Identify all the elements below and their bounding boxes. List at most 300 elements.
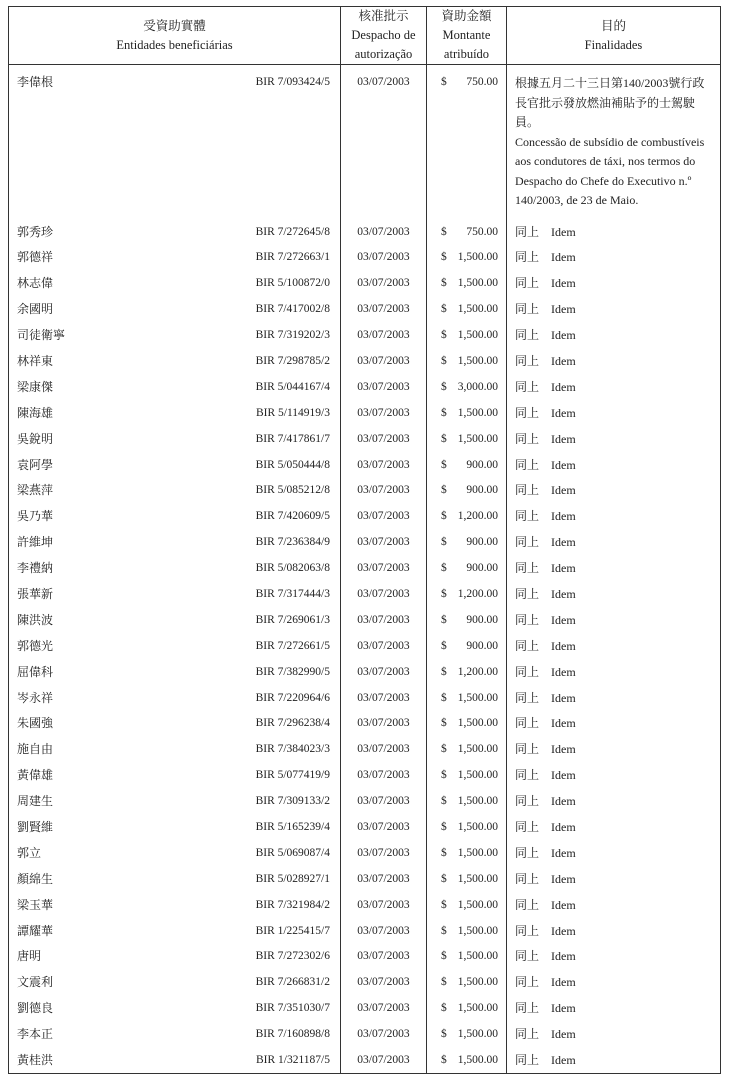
currency-symbol: $ [441, 76, 447, 88]
beneficiary-name: 黃桂洪 [17, 1053, 54, 1067]
purpose-cell [507, 762, 721, 788]
date-cell [341, 581, 427, 607]
header-amount-pt-2: atribuído [443, 47, 490, 61]
purpose-cell [507, 607, 721, 633]
table-row [9, 452, 721, 478]
bir-number: BIR 7/317444/3 [255, 587, 330, 600]
bir-number: BIR 7/272302/6 [255, 950, 330, 963]
date-cell [341, 892, 427, 918]
amount-cell [427, 633, 507, 659]
idem-pt: Idem [551, 612, 576, 627]
idem-zh: 同上 [515, 509, 540, 524]
table-row [9, 710, 721, 736]
amount-value: 3,000.00 [457, 380, 498, 393]
idem-pt: Idem [551, 794, 576, 809]
amount-value: 900.00 [466, 458, 498, 471]
authorization-date: 03/07/2003 [357, 898, 410, 911]
idem-pt: Idem [551, 949, 576, 964]
amount-value: 1,500.00 [457, 432, 498, 445]
currency-symbol: $ [441, 898, 447, 911]
idem-zh: 同上 [515, 561, 540, 576]
idem-zh: 同上 [515, 664, 540, 679]
idem-zh: 同上 [515, 612, 540, 627]
amount-cell [427, 244, 507, 270]
table-row [9, 400, 721, 426]
bir-number: BIR 5/082063/8 [255, 562, 330, 575]
beneficiary-name: 司徒衛寧 [17, 328, 66, 343]
amount-cell [427, 426, 507, 452]
beneficiary-name: 梁玉華 [17, 897, 54, 912]
purpose-cell [507, 918, 721, 944]
purpose-cell [507, 322, 721, 348]
idem-zh: 同上 [515, 897, 540, 912]
amount-value: 1,500.00 [457, 329, 498, 342]
authorization-date: 03/07/2003 [357, 587, 410, 600]
amount-value: 1,200.00 [457, 665, 498, 678]
idem-pt: Idem [551, 742, 576, 757]
currency-symbol: $ [441, 432, 447, 445]
header-entities-zh: 受資助實體 [143, 18, 206, 33]
idem-pt: Idem [551, 768, 576, 783]
idem-zh: 同上 [515, 871, 540, 886]
table-row [9, 969, 721, 995]
bir-number: BIR 7/309133/2 [255, 795, 330, 808]
bir-number: BIR 7/417861/7 [255, 432, 330, 445]
authorization-date: 03/07/2003 [357, 277, 410, 290]
authorization-date: 03/07/2003 [357, 976, 410, 989]
amount-cell [427, 892, 507, 918]
purpose-cell [507, 943, 721, 969]
table-row [9, 995, 721, 1021]
amount-value: 1,500.00 [457, 1054, 498, 1066]
idem-pt: Idem [551, 690, 576, 705]
amount-value: 1,500.00 [457, 717, 498, 730]
date-cell [341, 633, 427, 659]
date-cell [341, 503, 427, 529]
header-entities [9, 7, 341, 65]
table-row [9, 814, 721, 840]
idem-pt: Idem [551, 716, 576, 731]
table-row [9, 322, 721, 348]
amount-value: 900.00 [466, 562, 498, 575]
purpose-cell [507, 219, 721, 245]
idem-pt: Idem [551, 483, 576, 498]
entity-cell [9, 400, 341, 426]
purpose-cell [507, 503, 721, 529]
bir-number: BIR 7/272663/1 [255, 251, 330, 264]
purpose-cell [507, 633, 721, 659]
authorization-date: 03/07/2003 [357, 769, 410, 782]
amount-cell [427, 555, 507, 581]
authorization-date: 03/07/2003 [357, 354, 410, 367]
beneficiary-name: 吳銳明 [17, 431, 54, 446]
currency-symbol: $ [441, 976, 447, 989]
bir-number: BIR 5/100872/0 [255, 277, 330, 290]
entity-cell [9, 322, 341, 348]
authorization-date: 03/07/2003 [357, 380, 410, 393]
table-row [9, 866, 721, 892]
idem-pt: Idem [551, 405, 576, 420]
bir-number: BIR 5/085212/8 [255, 484, 330, 497]
amount-cell [427, 659, 507, 685]
amount-cell [427, 943, 507, 969]
amount-value: 1,500.00 [457, 769, 498, 782]
beneficiary-name: 許維坤 [17, 535, 54, 550]
amount-value: 1,500.00 [457, 251, 498, 264]
currency-symbol: $ [441, 277, 447, 290]
beneficiary-name: 郭德光 [17, 638, 54, 653]
idem-pt: Idem [551, 586, 576, 601]
table-row [9, 918, 721, 944]
idem-zh: 同上 [515, 405, 540, 420]
purpose-cell [507, 374, 721, 400]
purpose-cell [507, 477, 721, 503]
idem-zh: 同上 [515, 949, 540, 964]
idem-pt: Idem [551, 250, 576, 265]
amount-cell [427, 969, 507, 995]
amount-cell [427, 219, 507, 245]
authorization-date: 03/07/2003 [357, 536, 410, 549]
beneficiary-name: 朱國強 [17, 716, 54, 731]
table-row [9, 529, 721, 555]
authorization-date: 03/07/2003 [357, 691, 410, 704]
amount-value: 900.00 [466, 484, 498, 497]
authorization-date: 03/07/2003 [357, 1002, 410, 1015]
amount-cell [427, 65, 507, 219]
idem-zh: 同上 [515, 586, 540, 601]
entity-cell [9, 633, 341, 659]
amount-cell [427, 581, 507, 607]
currency-symbol: $ [441, 354, 447, 367]
currency-symbol: $ [441, 406, 447, 419]
amount-cell [427, 296, 507, 322]
entity-cell [9, 348, 341, 374]
table-row [9, 1047, 721, 1073]
purpose-pt: Concessão de subsídio de combustíveis aos condutores de táxi, nos termos do Despacho do Chefe do Executivo n.º 140/2003, de 23 de Maio. [515, 134, 705, 207]
entity-cell [9, 840, 341, 866]
purpose-cell [507, 736, 721, 762]
beneficiary-name: 李本正 [17, 1027, 54, 1042]
currency-symbol: $ [441, 303, 447, 316]
header-purpose [507, 7, 721, 65]
idem-zh: 同上 [515, 224, 540, 239]
beneficiary-name: 劉德良 [17, 1001, 54, 1016]
idem-zh: 同上 [515, 1001, 540, 1016]
idem-zh: 同上 [515, 975, 540, 990]
beneficiary-name: 袁阿學 [17, 457, 54, 472]
purpose-cell [507, 995, 721, 1021]
currency-symbol: $ [441, 613, 447, 626]
idem-zh: 同上 [515, 794, 540, 809]
authorization-date: 03/07/2003 [357, 639, 410, 652]
amount-cell [427, 607, 507, 633]
bir-number: BIR 5/114919/3 [255, 406, 330, 419]
entity-cell [9, 607, 341, 633]
date-cell [341, 374, 427, 400]
bir-number: BIR 7/321984/2 [255, 898, 330, 911]
amount-cell [427, 814, 507, 840]
authorization-date: 03/07/2003 [357, 458, 410, 471]
date-cell [341, 1047, 427, 1073]
idem-pt: Idem [551, 1027, 576, 1042]
purpose-cell [507, 581, 721, 607]
currency-symbol: $ [441, 380, 447, 393]
idem-pt: Idem [551, 276, 576, 291]
amount-value: 1,500.00 [457, 1002, 498, 1015]
idem-pt: Idem [551, 379, 576, 394]
header-purpose-zh: 目的 [600, 18, 626, 33]
bir-number: BIR 7/420609/5 [255, 510, 330, 523]
table-row [9, 685, 721, 711]
beneficiary-name: 岑永祥 [17, 690, 54, 705]
date-cell [341, 866, 427, 892]
bir-number: BIR 1/321187/5 [255, 1054, 330, 1066]
table-row [9, 659, 721, 685]
entity-cell [9, 477, 341, 503]
entity-cell [9, 943, 341, 969]
entity-cell [9, 1047, 341, 1073]
date-cell [341, 65, 427, 219]
idem-pt: Idem [551, 1053, 576, 1067]
authorization-date: 03/07/2003 [357, 562, 410, 575]
amount-value: 1,500.00 [457, 277, 498, 290]
entity-cell [9, 426, 341, 452]
table-row [9, 348, 721, 374]
amount-cell [427, 762, 507, 788]
header-authorization [341, 7, 427, 65]
amount-value: 1,500.00 [457, 976, 498, 989]
date-cell [341, 270, 427, 296]
table-row [9, 296, 721, 322]
beneficiary-name: 李偉根 [17, 75, 54, 89]
purpose-cell [507, 866, 721, 892]
date-cell [341, 943, 427, 969]
purpose-zh: 根據五月二十三日第140/2003號行政長官批示發放燃油補貼予的士駕駛員。 [515, 76, 705, 129]
amount-cell [427, 322, 507, 348]
date-cell [341, 348, 427, 374]
entity-cell [9, 866, 341, 892]
entity-cell [9, 892, 341, 918]
table-row [9, 607, 721, 633]
bir-number: BIR 5/050444/8 [255, 458, 330, 471]
table-body [9, 65, 721, 1074]
authorization-date: 03/07/2003 [357, 510, 410, 523]
idem-zh: 同上 [515, 716, 540, 731]
currency-symbol: $ [441, 717, 447, 730]
purpose-cell [507, 65, 721, 219]
amount-value: 1,500.00 [457, 795, 498, 808]
bir-number: BIR 7/272645/8 [255, 225, 330, 238]
beneficiary-name: 林志偉 [17, 276, 54, 291]
beneficiary-name: 張華新 [17, 586, 54, 601]
date-cell [341, 736, 427, 762]
beneficiary-name: 施自由 [17, 742, 54, 757]
beneficiary-name: 梁康傑 [17, 379, 54, 394]
idem-zh: 同上 [515, 431, 540, 446]
purpose-cell [507, 400, 721, 426]
authorization-date: 03/07/2003 [357, 743, 410, 756]
amount-value: 1,500.00 [457, 898, 498, 911]
idem-pt: Idem [551, 975, 576, 990]
amount-cell [427, 477, 507, 503]
purpose-cell [507, 452, 721, 478]
beneficiary-name: 顏綿生 [17, 871, 54, 886]
bir-number: BIR 7/272661/5 [255, 639, 330, 652]
amount-value: 1,500.00 [457, 354, 498, 367]
beneficiary-name: 林祥東 [17, 353, 54, 368]
authorization-date: 03/07/2003 [357, 406, 410, 419]
entity-cell [9, 452, 341, 478]
date-cell [341, 918, 427, 944]
table-row [9, 840, 721, 866]
table-row [9, 892, 721, 918]
table-row [9, 633, 721, 659]
beneficiary-name: 周建生 [17, 794, 54, 809]
entity-cell [9, 374, 341, 400]
entity-cell [9, 710, 341, 736]
table-row [9, 270, 721, 296]
entity-cell [9, 244, 341, 270]
amount-value: 1,500.00 [457, 743, 498, 756]
authorization-date: 03/07/2003 [357, 251, 410, 264]
idem-pt: Idem [551, 845, 576, 860]
idem-zh: 同上 [515, 535, 540, 550]
idem-pt: Idem [551, 328, 576, 343]
idem-pt: Idem [551, 353, 576, 368]
beneficiary-name: 文震利 [17, 975, 54, 990]
entity-cell [9, 219, 341, 245]
beneficiary-name: 李禮納 [17, 561, 54, 576]
date-cell [341, 762, 427, 788]
purpose-cell [507, 814, 721, 840]
bir-number: BIR 5/069087/4 [255, 846, 330, 859]
amount-value: 900.00 [466, 639, 498, 652]
amount-cell [427, 866, 507, 892]
bir-number: BIR 7/220964/6 [255, 691, 330, 704]
currency-symbol: $ [441, 924, 447, 937]
date-cell [341, 607, 427, 633]
bir-number: BIR 5/165239/4 [255, 820, 330, 833]
entity-cell [9, 529, 341, 555]
purpose-cell [507, 788, 721, 814]
authorization-date: 03/07/2003 [357, 329, 410, 342]
date-cell [341, 969, 427, 995]
date-cell [341, 1021, 427, 1047]
amount-cell [427, 1047, 507, 1073]
table-row [9, 374, 721, 400]
header-amount-zh: 資助金額 [441, 9, 492, 23]
authorization-date: 03/07/2003 [357, 1028, 410, 1041]
table-row [9, 762, 721, 788]
entity-cell [9, 788, 341, 814]
beneficiary-name: 譚耀華 [17, 923, 54, 938]
idem-zh: 同上 [515, 483, 540, 498]
bir-number: BIR 7/417002/8 [255, 303, 330, 316]
date-cell [341, 400, 427, 426]
purpose-cell [507, 969, 721, 995]
idem-pt: Idem [551, 638, 576, 653]
date-cell [341, 296, 427, 322]
date-cell [341, 322, 427, 348]
date-cell [341, 659, 427, 685]
date-cell [341, 788, 427, 814]
bir-number: BIR 7/093424/5 [255, 76, 330, 88]
authorization-date: 03/07/2003 [357, 76, 410, 88]
date-cell [341, 477, 427, 503]
idem-pt: Idem [551, 561, 576, 576]
idem-zh: 同上 [515, 845, 540, 860]
currency-symbol: $ [441, 484, 447, 497]
bir-number: BIR 7/296238/4 [255, 717, 330, 730]
authorization-date: 03/07/2003 [357, 484, 410, 497]
authorization-date: 03/07/2003 [357, 613, 410, 626]
table-row-first [9, 65, 721, 219]
bir-number: BIR 5/044167/4 [255, 380, 330, 393]
currency-symbol: $ [441, 587, 447, 600]
currency-symbol: $ [441, 691, 447, 704]
entity-cell [9, 581, 341, 607]
idem-pt: Idem [551, 1001, 576, 1016]
beneficiary-name: 劉賢維 [17, 819, 54, 834]
date-cell [341, 452, 427, 478]
header-entities-pt: Entidades beneficiárias [116, 37, 233, 52]
currency-symbol: $ [441, 562, 447, 575]
currency-symbol: $ [441, 639, 447, 652]
authorization-date: 03/07/2003 [357, 950, 410, 963]
purpose-cell [507, 892, 721, 918]
entity-cell [9, 1021, 341, 1047]
idem-zh: 同上 [515, 638, 540, 653]
header-amount [427, 7, 507, 65]
amount-cell [427, 995, 507, 1021]
date-cell [341, 426, 427, 452]
purpose-cell [507, 296, 721, 322]
idem-zh: 同上 [515, 690, 540, 705]
amount-value: 1,500.00 [457, 1028, 498, 1041]
idem-zh: 同上 [515, 1053, 540, 1067]
header-amount-pt-1: Montante [442, 28, 491, 42]
date-cell [341, 840, 427, 866]
amount-value: 1,500.00 [457, 872, 498, 885]
amount-value: 1,500.00 [457, 406, 498, 419]
date-cell [341, 710, 427, 736]
amount-cell [427, 529, 507, 555]
table-row [9, 503, 721, 529]
bir-number: BIR 7/269061/3 [255, 613, 330, 626]
table-row [9, 581, 721, 607]
date-cell [341, 995, 427, 1021]
header-authorization-pt-2: autorização [354, 47, 413, 61]
currency-symbol: $ [441, 251, 447, 264]
idem-pt: Idem [551, 509, 576, 524]
amount-value: 1,500.00 [457, 924, 498, 937]
idem-zh: 同上 [515, 276, 540, 291]
authorization-date: 03/07/2003 [357, 924, 410, 937]
date-cell [341, 244, 427, 270]
idem-pt: Idem [551, 431, 576, 446]
purpose-cell [507, 1021, 721, 1047]
authorization-date: 03/07/2003 [357, 432, 410, 445]
idem-zh: 同上 [515, 379, 540, 394]
header-purpose-pt: Finalidades [584, 37, 643, 52]
beneficiary-name: 陳洪波 [17, 612, 54, 627]
bir-number: BIR 1/225415/7 [255, 924, 330, 937]
currency-symbol: $ [441, 769, 447, 782]
authorization-date: 03/07/2003 [357, 665, 410, 678]
currency-symbol: $ [441, 950, 447, 963]
amount-cell [427, 374, 507, 400]
amount-cell [427, 736, 507, 762]
